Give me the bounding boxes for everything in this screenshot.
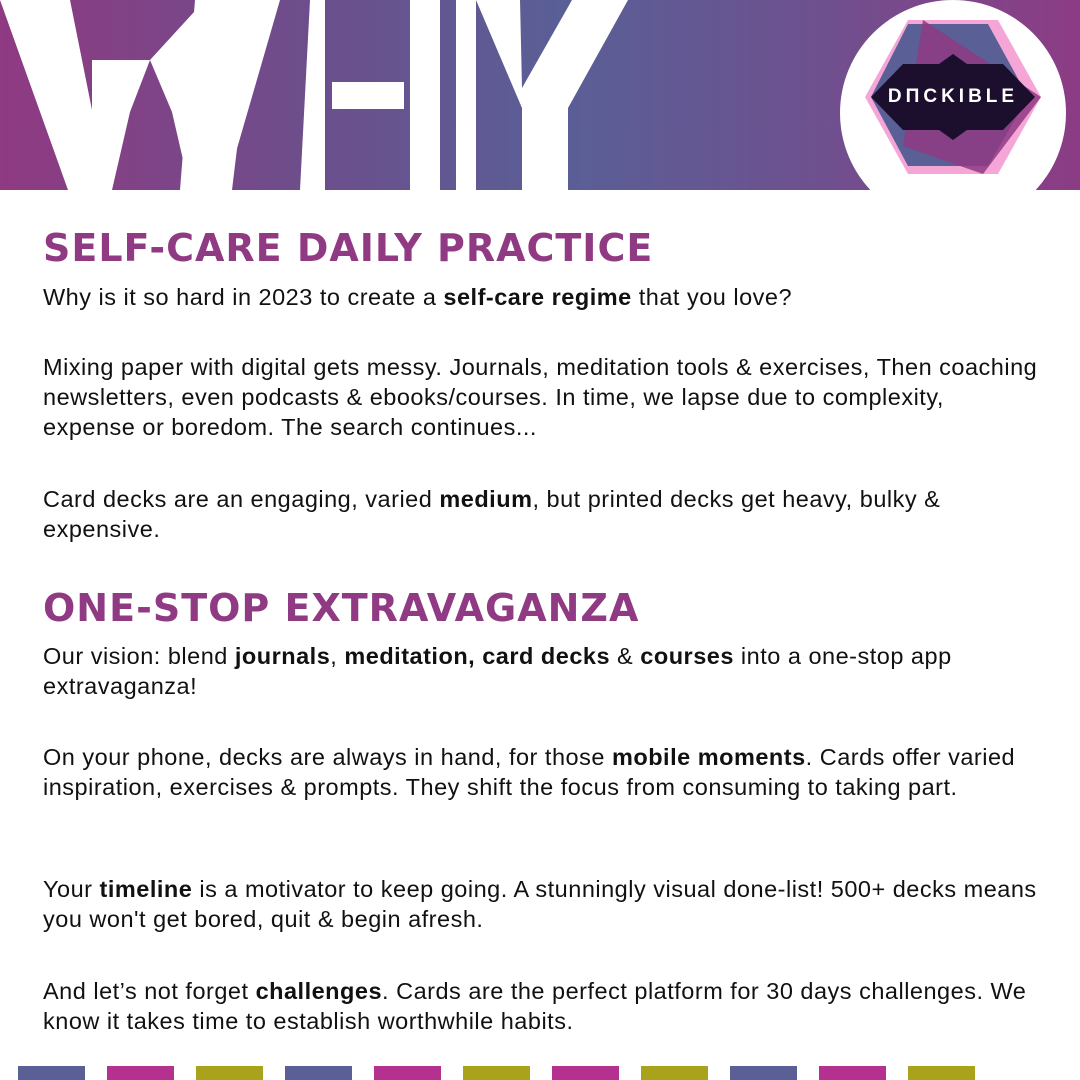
emphasis-text: self-care regime (443, 284, 632, 310)
footer-segment (463, 1066, 530, 1080)
footer-segment (285, 1066, 352, 1080)
emphasis-text: timeline (99, 876, 193, 902)
text-run: & (610, 643, 641, 669)
footer-segment (908, 1066, 975, 1080)
text-run: . Cards offer varied inspiration, exercises & prompts. They shift the focus from consuming to taking part. (43, 744, 1016, 800)
section-title-self-care: SELF-CARE DAILY PRACTICE (43, 226, 654, 270)
footer-segment (819, 1066, 886, 1080)
text-run: And let’s not forget (43, 978, 256, 1004)
text-run: Card decks are an engaging, varied (43, 486, 440, 512)
letter-h-right (410, 0, 440, 190)
text-run: , (330, 643, 345, 669)
text-run: is a motivator to keep going. A stunningly visual done-list! 500+ decks means you won't get bored, quit & begin afresh. (43, 876, 1037, 932)
logo-text: DΠCKIBLE (887, 86, 1019, 107)
footer-segment (552, 1066, 619, 1080)
text-run: into a one-stop app extravaganza! (43, 643, 952, 699)
emphasis-text: courses (640, 643, 734, 669)
emphasis-text: medium (439, 486, 533, 512)
footer-segment (641, 1066, 708, 1080)
paragraph-2 (43, 352, 1043, 442)
paragraph-6 (43, 874, 1043, 934)
paragraph-4 (43, 641, 1043, 701)
section-title-one-stop: ONE-STOP EXTRAVAGANZA (43, 586, 640, 630)
text-run: that you love? (631, 284, 793, 310)
emphasis-text: challenges (255, 978, 383, 1004)
footer-segment (107, 1066, 174, 1080)
emphasis-text: mobile moments (611, 744, 806, 770)
text-run: Your (43, 876, 100, 902)
text-run: On your phone, decks are always in hand, for those (43, 744, 612, 770)
paragraph-5 (43, 742, 1043, 802)
paragraph-1 (43, 282, 1043, 312)
footer-segment (730, 1066, 797, 1080)
footer-segment (374, 1066, 441, 1080)
footer-color-bar (0, 1066, 1080, 1080)
header-banner (0, 0, 1080, 190)
footer-segment (196, 1066, 263, 1080)
paragraph-3 (43, 484, 1043, 544)
text-run: Our vision: blend (43, 643, 235, 669)
text-run: Mixing paper with digital gets messy. Journals, meditation tools & exercises, Then coaching newsletters, even podcasts & ebooks/courses. In time, we lapse due to complexity, expense or boredom. The search continues... (43, 354, 1038, 440)
text-run: , but printed decks get heavy, bulky & expensive. (43, 486, 941, 542)
letter-y (476, 0, 628, 190)
emphasis-text: meditation, card decks (344, 643, 611, 669)
paragraph-7 (43, 976, 1043, 1036)
text-run: . Cards are the perfect platform for 30 days challenges. We know it takes time to establish worthwhile habits. (43, 978, 1027, 1034)
footer-segment (18, 1066, 85, 1080)
letter-y-stem (456, 0, 476, 190)
text-run: Why is it so hard in 2023 to create a (43, 284, 444, 310)
emphasis-text: journals (234, 643, 331, 669)
